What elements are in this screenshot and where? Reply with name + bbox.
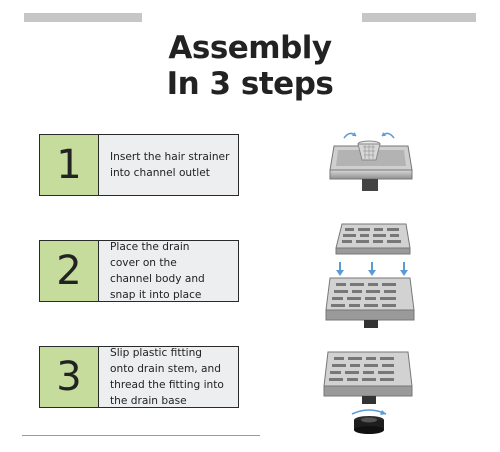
step-3-text: Slip plastic fitting onto drain stem, and thread the fitting into the drain base (110, 347, 224, 407)
page-title-line-1: Assembly (168, 30, 332, 66)
decorative-bar-right (362, 13, 476, 22)
step-1-number: 1 (40, 135, 99, 195)
step-3-card (39, 346, 239, 408)
page-title-line-2: In 3 steps (166, 66, 334, 102)
fitting-thread-illustration (316, 348, 416, 444)
step-1-text: Insert the hair strainer into channel outlet (110, 151, 230, 179)
step-2-text: Place the drain cover on the channel body and snap it into place (110, 241, 205, 301)
bottom-divider (22, 435, 260, 436)
cover-onto-channel-illustration (318, 216, 418, 334)
step-2-card (39, 240, 239, 302)
drain-channel-with-strainer-illustration (316, 124, 416, 200)
step-2-number: 2 (40, 241, 99, 301)
step-3-number: 3 (40, 347, 99, 407)
decorative-bar-left (24, 13, 142, 22)
step-1-card (39, 134, 239, 196)
down-arrow-icon (336, 262, 408, 276)
